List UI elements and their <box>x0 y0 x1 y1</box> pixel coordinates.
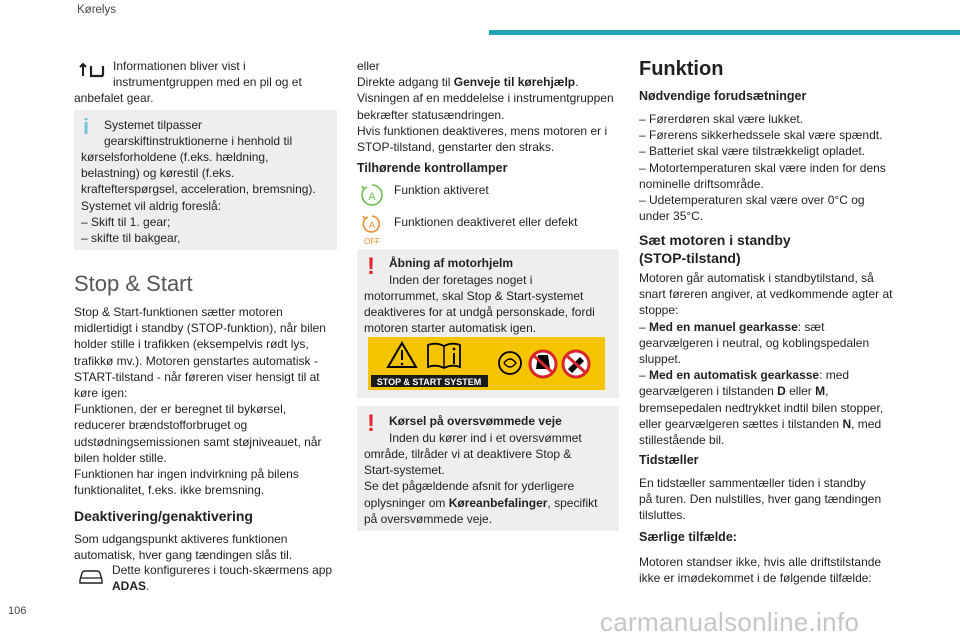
lamp-active-text: Funktion aktiveret <box>394 183 489 197</box>
info-box-text-indented: Systemet tilpasser gearskiftinstruktionerne i henhold til <box>104 118 293 149</box>
lamps-title: Tilhørende kontrollamper <box>357 161 508 175</box>
warning-bonnet-text: Inden der foretages noget i <box>389 273 533 287</box>
warning-flood-text-cont: område, tilråder vi at deaktivere Stop & Start-systemet. Se det pågældende afsnit for yderligere oplysninger om Køreanbefalinger, specifikt på oversvømmede veje. <box>364 447 598 526</box>
function-title: Funktion <box>639 58 724 80</box>
warning-icon: ! <box>367 410 375 437</box>
adas-app-name: ADAS <box>112 579 147 594</box>
stop-start-description: Stop & Start-funktionen sætter motoren midlertidigt i standby (STOP-funktion), når bilen holder stille i trafikken (eksempelvis rødt lys, trafikkø mv.). Motoren genstartes automatisk - START-tilstand - når føreren viser hensigt til at køre igen: Funktionen, der er beregnet til bykørsel, reducerer brændstofforbruget og udstødningsemissionen samt støjniveauet, når bilen holder stille. Funktionen har ingen indvirkning på bilens funktionalitet, f.eks. ikke bremsning. <box>74 305 326 498</box>
standby-title: Sæt motoren i standby (STOP-tilstand) <box>639 232 791 266</box>
info-box-text: kørselsforholdene (f.eks. hældning, belastning) og kørestil (f.eks. kraftefterspørgsel, acceleration, bremsning). Systemet vil aldrig foreslå: – Skift til 1. gear; – skifte til bakgear, <box>81 150 316 246</box>
lamp-off-text: Funktionen deaktiveret eller defekt <box>394 215 578 229</box>
warning-bonnet-title: Åbning af motorhjelm <box>389 256 513 270</box>
counter-text: En tidstæller sammentæller tiden i standby på turen. Den nulstilles, hver gang tændingen tilsluttes. <box>639 476 882 523</box>
counter-title: Tidstæller <box>639 453 699 467</box>
car-adas-icon <box>77 564 105 588</box>
prerequisites-title: Nødvendige forudsætninger <box>639 89 807 103</box>
special-cases-title: Særlige tilfælde: <box>639 530 737 544</box>
header-accent-bar <box>489 30 960 35</box>
direct-access-text: eller Direkte adgang til Genveje til kørehjælp. Visningen af en meddelelse i instrumentgruppen bekræfter statusændringen. Hvis funktionen deaktiveres, mens motoren er i STOP-tilstand, genstarter den straks. <box>357 59 614 155</box>
gear-info-text: Informationen bliver vist i instrumentgruppen med en pil og et <box>113 59 302 90</box>
deactivation-title: Deaktivering/genaktivering <box>74 508 253 524</box>
svg-text:A: A <box>368 191 376 203</box>
stop-start-title: Stop & Start <box>74 271 193 296</box>
gear-indicator-icon <box>77 60 107 84</box>
stop-start-off-lamp-icon <box>359 214 385 246</box>
standby-text: Motoren går automatisk i standbytilstand, så snart føreren angiver, at vedkommende agter at stoppe: – Med en manuel gearkasse: sæt gearvælgeren i neutral, og koblingspedalen sluppet. – Med en automatisk gearkasse: med gearvælgeren i tilstanden D eller M, bremsepedalen nedtrykket indtil bilen stopper, eller gearvælgeren sættes i tilstanden N, med stillestående bil. <box>639 271 893 448</box>
gear-info-text-end: anbefalet gear. <box>74 91 154 105</box>
warning-bonnet-text-cont: motorrummet, skal Stop & Start-systemet deaktiveres for at undgå personskade, fordi motoren starter automatisk igen. <box>364 289 595 336</box>
svg-text:A: A <box>368 220 376 230</box>
deactivation-text: Som udgangspunkt aktiveres funktionen automatisk, hver gang tændingen slås til. <box>74 532 293 563</box>
prerequisites-list: – Førerdøren skal være lukket. – Førerens sikkerhedssele skal være spændt. – Batteriet skal være tilstrækkeligt opladet. – Motortemperaturen skal være inden for dens nominelle driftsområde. – Udetemperaturen skal være over 0°C og under 35°C. <box>639 112 886 224</box>
svg-text:STOP & START SYSTEM: STOP & START SYSTEM <box>376 377 482 387</box>
page-number: 106 <box>8 605 27 617</box>
info-icon: i <box>83 114 90 139</box>
svg-text:OFF: OFF <box>364 237 380 246</box>
warning-icon: ! <box>367 253 375 280</box>
section-header: Kørelys <box>77 4 116 16</box>
stop-start-sticker <box>368 337 605 390</box>
adas-text: Dette konfigureres i touch-skærmens app ADAS. <box>112 563 333 594</box>
warning-flood-title: Kørsel på oversvømmede veje <box>389 414 562 428</box>
stop-start-active-lamp-icon <box>359 182 385 208</box>
warning-flood-text: Inden du kører ind i et oversvømmet <box>389 431 582 445</box>
watermark: carmanualsonline.info <box>600 607 860 637</box>
special-cases-text: Motoren standser ikke, hvis alle driftstilstande ikke er imødekommet i de følgende tilfælde: <box>639 555 882 586</box>
